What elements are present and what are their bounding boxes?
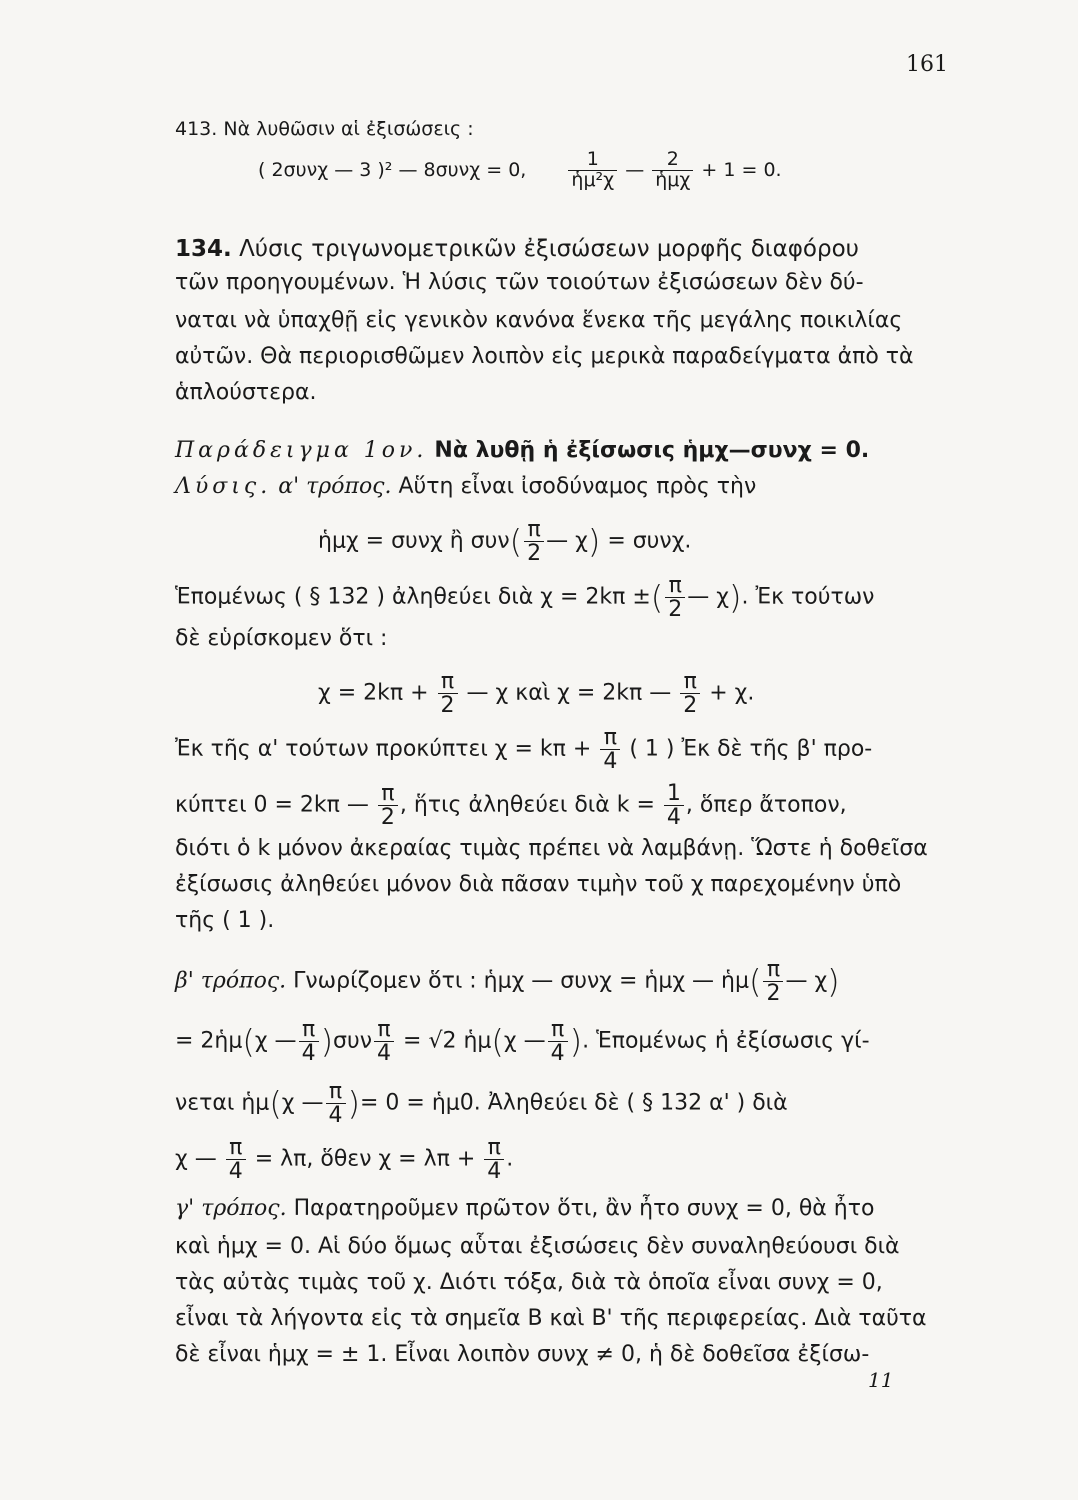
equation-b-line: Ἑπομένως ( § 132 ) ἀληθεύει διὰ χ = 2kπ ±( $\frac{\pi}{2}$ — χ). Ἐκ τούτων — [175, 573, 875, 623]
line-j: νεται ἡμ(χ — $\frac{\pi}{4}$ )= 0 = ἡμ0. Ἀληθεύει δὲ ( § 132 α' ) διὰ — [175, 1079, 788, 1129]
section-title-line1: 134. Λύσις τριγωνομετρικῶν ἐξισώσεων μορφῆς διαφόρου — [175, 236, 859, 262]
equation-a: ἡμχ = συνχ ἢ συν( $\frac{\pi}{2}$ — χ) = συνχ. — [318, 517, 692, 567]
fraction: $\frac{\pi}{4}$ — [548, 1018, 568, 1065]
example-label: Παράδειγμα 1ον. — [175, 438, 428, 463]
example-heading — [175, 438, 869, 463]
fraction: $\frac{\pi}{2}$ — [763, 958, 783, 1005]
method3-line5: δὲ εἶναι ἡμχ = ± 1. Εἶναι λοιπὸν συνχ ≠ 0, ἡ δὲ δοθεῖσα ἐξίσω- — [175, 1342, 870, 1367]
fraction: $\frac{1}{\text{ἡμ²χ}}$ — [568, 150, 617, 191]
page-number: 161 — [906, 52, 948, 77]
exercise-instruction: Νὰ λυθῶσιν αἱ ἐξισώσεις : — [223, 118, 474, 140]
line-d: Ἐκ τῆς α' τούτων προκύπτει χ = kπ + $\frac{\pi}{4}$ ( 1 ) Ἐκ δὲ τῆς β' προ- — [175, 725, 873, 775]
method3-line1: γ' τρόπος. Παρατηροῦμεν πρῶτον ὅτι, ἂν ἦτο συνχ = 0, θὰ ἦτο — [175, 1196, 875, 1221]
method3-line3: τὰς αὐτὰς τιμὰς τοῦ χ. Διότι τόξα, διὰ τὰ ὁποῖα εἶναι συνχ = 0, — [175, 1270, 883, 1295]
fraction: $\frac{\pi}{2}$ — [438, 670, 458, 717]
intro-line4: αὐτῶν. Θὰ περιορισθῶμεν λοιπὸν εἰς μερικὰ παραδείγματα ἀπὸ τὰ — [175, 344, 914, 369]
fraction: $\frac{\pi}{2}$ — [524, 518, 544, 565]
method3-line4: εἶναι τὰ λήγοντα εἰς τὰ σημεῖα Β καὶ Β' τῆς περιφερείας. Διὰ ταῦτα — [175, 1306, 927, 1331]
fraction: $\frac{2}{\text{ἡμχ}}$ — [652, 150, 693, 191]
equation-c: χ = 2kπ + $\frac{\pi}{2}$ — χ καὶ χ = 2kπ — $\frac{\pi}{2}$ + χ. — [318, 669, 755, 719]
solution-line: Λύσις. α' τρόπος. Αὕτη εἶναι ἰσοδύναμος πρὸς τὴν — [175, 474, 757, 499]
line-h: τῆς ( 1 ). — [175, 908, 275, 933]
fraction: $\frac{1}{4}$ — [664, 782, 684, 829]
signature-mark: 11 — [868, 1368, 894, 1392]
line-i: = 2ἡμ(χ — $\frac{\pi}{4}$ )συν $\frac{\pi}{4}$ = √2 ἡμ(χ — $\frac{\pi}{4}$ ). Ἑπομένως ἡ ἐξίσωσις γί- — [175, 1017, 870, 1067]
fraction: $\frac{\pi}{4}$ — [226, 1136, 246, 1183]
intro-line5: ἁπλούστερα. — [175, 380, 317, 405]
line-e: κύπτει 0 = 2kπ — $\frac{\pi}{2}$ , ἥτις ἀληθεύει διὰ k = $\frac{1}{4}$ , ὅπερ ἄτοπον, — [175, 781, 847, 831]
fraction: $\frac{\pi}{4}$ — [374, 1018, 394, 1065]
fraction: $\frac{\pi}{4}$ — [326, 1080, 346, 1127]
fraction: $\frac{\pi}{2}$ — [665, 574, 685, 621]
exercise-eq1: ( 2συνχ — 3 )² — 8συνχ = 0, — [258, 158, 527, 181]
line-g: ἐξίσωσις ἀληθεύει μόνον διὰ πᾶσαν τιμὴν τοῦ χ παρεχομένην ὑπὸ — [175, 872, 902, 897]
fraction: $\frac{\pi}{4}$ — [299, 1018, 319, 1065]
method3-line2: καὶ ἡμχ = 0. Αἱ δύο ὅμως αὗται ἐξισώσεις δὲν συναληθεύουσι διὰ — [175, 1234, 900, 1259]
fraction: $\frac{\pi}{4}$ — [484, 1136, 504, 1183]
intro-line3: ναται νὰ ὑπαχθῇ εἰς γενικὸν κανόνα ἕνεκα τῆς μεγάλης ποικιλίας — [175, 308, 903, 333]
fraction: $\frac{\pi}{4}$ — [600, 726, 620, 773]
line-f: διότι ὁ k μόνον ἀκεραίας τιμὰς πρέπει νὰ λαμβάνῃ. Ὥστε ἡ δοθεῖσα — [175, 836, 928, 861]
example-statement: Νὰ λυθῇ ἡ ἐξίσωσις ἡμχ—συνχ = 0. — [434, 438, 870, 463]
exercise-equations: ( 2συνχ — 3 )² — 8συνχ = 0, $\frac{1}{\text{ἡμ²χ}}$ — $\frac{2}{\text{ἡμχ}}$ + 1 = 0. — [258, 148, 782, 191]
line-k: χ — $\frac{\pi}{4}$ = λπ, ὅθεν χ = λπ + $\frac{\pi}{4}$ . — [175, 1135, 514, 1185]
fraction: $\frac{\pi}{2}$ — [378, 782, 398, 829]
fraction: $\frac{\pi}{2}$ — [680, 670, 700, 717]
exercise-header — [175, 118, 474, 140]
line-c: δὲ εὑρίσκομεν ὅτι : — [175, 626, 388, 651]
method2-line: β' τρόπος. Γνωρίζομεν ὅτι : ἡμχ — συνχ = ἡμχ — ἡμ( $\frac{\pi}{2}$ — χ) — [175, 957, 840, 1007]
section-title-line2: τῶν προηγουμένων. Ἡ λύσις τῶν τοιούτων ἐξισώσεων δὲν δύ- — [175, 270, 864, 295]
section-number: 134. — [175, 236, 232, 262]
exercise-number: 413. — [175, 118, 218, 140]
